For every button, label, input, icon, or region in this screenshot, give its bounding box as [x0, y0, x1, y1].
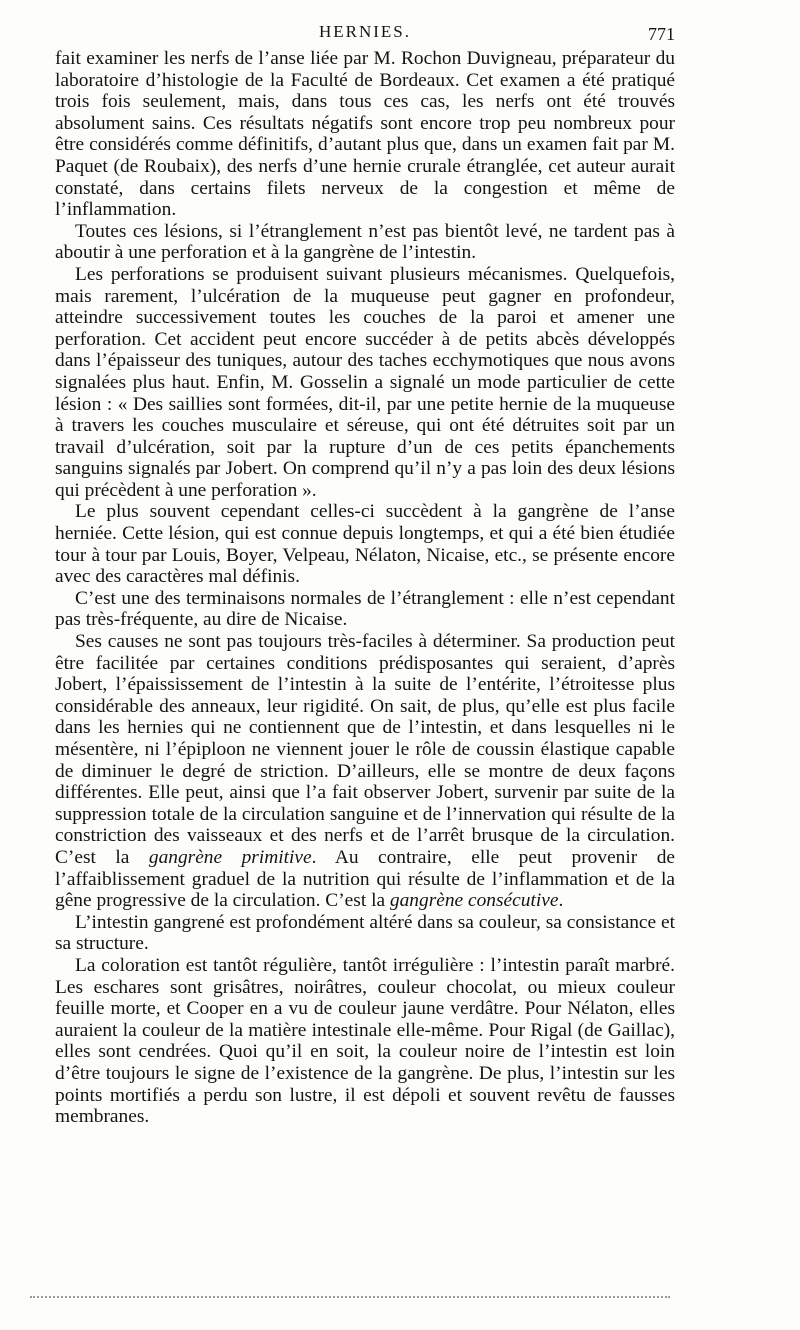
- paragraph-lesions-outcome: Toutes ces lésions, si l’étranglement n’est pas bientôt levé, ne tardent pas à aboutir à une perforation et à la gangrène de l’intestin.: [55, 220, 675, 264]
- paragraph-intestine-altered: L’intestin gangrené est profondément altéré dans sa couleur, sa consistance et sa structure.: [55, 911, 675, 955]
- page-header: [55, 16, 675, 46]
- paragraph-nerve-examination: fait examiner les nerfs de l’anse liée par M. Rochon Duvigneau, préparateur du laboratoire d’histologie de la Faculté de Bordeaux. Cet examen a été pratiqué trois fois seulement, mais, dans tous ces cas, les nerfs ont été trouvés absolument sains. Ces résultats négatifs sont encore trop peu nombreux pour être considérés comme définitifs, d’autant plus que, dans un examen fait par M. Paquet (de Roubaix), des nerfs d’une hernie crurale étranglée, cet auteur aurait constaté, dans certains filets nerveux de la congestion et même de l’inflammation.: [55, 48, 675, 221]
- bottom-bleed-line: [30, 1296, 670, 1298]
- paragraph-coloration: La coloration est tantôt régulière, tantôt irrégulière : l’intestin paraît marbré. Les eschares sont grisâtres, noirâtres, couleur chocolat, ou mieux couleur feuille morte, et Cooper en a vu de couleur jaune verdâtre. Pour Nélaton, elles auraient la couleur de la matière intestinale elle-même. Pour Rigal (de Gaillac), elles sont cendrées. Quoi qu’il en soit, la couleur noire de l’intestin est loin d’être toujours le signe de l’existence de la gangrène. De plus, l’intestin sur les points mortifiés a perdu son lustre, il est dépoli et souvent revêtu de fausses membranes.: [55, 954, 675, 1128]
- italic-term: gangrène primitive: [148, 846, 312, 868]
- paragraph-gangrene-causes: Ses causes ne sont pas toujours très-faciles à déterminer. Sa production peut être facilitée par certaines conditions prédisposantes qui seraient, d’après Jobert, l’épaississement de l’intestin à la suite de l’entérite, l’étroitesse plus considérable des anneaux, leur rigidité. On sait, de plus, qu’elle est plus facile dans les hernies qui ne contiennent que de l’intestin, et dans lesquelles ni le mésentère, ni l’épiploon ne viennent jouer le rôle de coussin élastique capable de diminuer le degré de striction. D’ailleurs, elle se montre de deux façons différentes. Elle peut, ainsi que l’a fait observer Jobert, survenir par suite de la suppression totale de la circulation sanguine et de l’innervation qui résulte de la constriction des vaisseaux et des nerfs et de l’arrêt brusque de la circulation. C’est la gangrène primitive. Au contraire, elle peut provenir de l’affaiblissement graduel de la nutrition qui résulte de l’inflammation et de la gêne progressive de la circulation. C’est la gangrène consécutive.: [55, 631, 675, 912]
- body-text: [55, 48, 675, 1128]
- paragraph-perforations: Les perforations se produisent suivant plusieurs mécanismes. Quelquefois, mais rarement, l’ulcération de la muqueuse peut gagner en profondeur, atteindre successivement toutes les couches de la paroi et amener une perforation. Cet accident peut encore succéder à de petits abcès développés dans l’épaisseur des tuniques, autour des taches ecchymotiques que nous avons signalées plus haut. Enfin, M. Gosselin a signalé un mode particulier de cette lésion : « Des saillies sont formées, dit-il, par une petite hernie de la muqueuse à travers les couches musculaire et séreuse, qui ont été détruites soit par un travail d’ulcération, soit par la rupture d’un de ces petits épanchements sanguins signalés par Jobert. On comprend qu’il n’y a pas loin des deux lésions qui précèdent à une perforation ».: [55, 263, 675, 501]
- running-head: HERNIES.: [318, 22, 412, 41]
- page-number: 771: [648, 24, 675, 44]
- paragraph-gangrene-frequency: C’est une des terminaisons normales de l’étranglement : elle n’est cependant pas très-fréquente, au dire de Nicaise.: [55, 587, 675, 631]
- paragraph-gangrene-intro: Le plus souvent cependant celles-ci succèdent à la gangrène de l’anse herniée. Cette lésion, qui est connue depuis longtemps, et qui a été bien étudiée tour à tour par Louis, Boyer, Velpeau, Nélaton, Nicaise, etc., se présente encore avec des caractères mal définis.: [55, 501, 675, 588]
- italic-term: gangrène consécutive: [389, 890, 559, 912]
